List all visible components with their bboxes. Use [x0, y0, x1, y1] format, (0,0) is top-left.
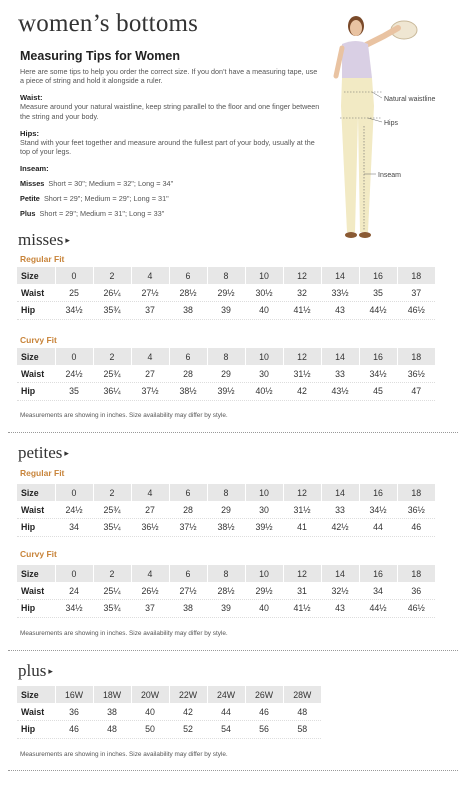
section-title-misses[interactable]: misses ▸: [18, 230, 70, 249]
measurement-cell: 44½: [359, 302, 397, 320]
measurement-cell: 27½: [169, 582, 207, 600]
divider: [8, 432, 458, 433]
measurement-cell: 27: [131, 501, 169, 519]
size-cell: 10: [245, 267, 283, 284]
measurement-cell: 47: [397, 383, 435, 401]
size-cell: 10: [245, 484, 283, 501]
measurement-cell: 46: [397, 519, 435, 537]
size-cell: 4: [131, 565, 169, 582]
row-label: Waist: [17, 501, 55, 519]
measurement-cell: 33: [321, 365, 359, 383]
size-cell: 18: [397, 484, 435, 501]
measurement-cell: 43: [321, 302, 359, 320]
size-cell: 24W: [207, 686, 245, 703]
divider: [8, 650, 458, 651]
size-cell: 0: [55, 267, 93, 284]
measurement-cell: 28: [169, 365, 207, 383]
size-cell: 12: [283, 484, 321, 501]
size-table-petites-regular: [17, 484, 435, 537]
size-cell: 8: [207, 484, 245, 501]
measurement-cell: 32: [283, 284, 321, 302]
waist-label: Waist:: [20, 93, 43, 103]
page-title: women’s bottoms: [18, 10, 199, 37]
size-cell: 2: [93, 484, 131, 501]
measurement-cell: 37: [131, 302, 169, 320]
measurement-cell: 36½: [397, 501, 435, 519]
fit-label-curvy: Curvy Fit: [20, 335, 57, 345]
row-label: Size: [17, 484, 55, 501]
chevron-right-icon: ▸: [48, 666, 53, 676]
row-label: Waist: [17, 284, 55, 302]
size-cell: 6: [169, 484, 207, 501]
measurement-cell: 26¼: [93, 284, 131, 302]
fit-label-regular: Regular Fit: [20, 468, 65, 478]
measurement-cell: 28½: [207, 582, 245, 600]
size-cell: 28W: [283, 686, 321, 703]
size-cell: 14: [321, 348, 359, 365]
size-cell: 8: [207, 348, 245, 365]
table-row: [17, 519, 435, 537]
measurement-cell: 44: [359, 519, 397, 537]
measurement-cell: 31½: [283, 501, 321, 519]
row-label: Hip: [17, 519, 55, 537]
measurement-cell: 34½: [55, 600, 93, 618]
measurement-cell: 33: [321, 501, 359, 519]
size-note: Measurements are showing in inches. Size availability may differ by style.: [20, 630, 228, 637]
tips-intro: Here are some tips to help you order the correct size. If you don’t have a measuring tape, use a piece of string and hold it alongside a ruler.: [20, 67, 318, 86]
measurement-cell: 43: [321, 600, 359, 618]
measurement-cell: 34½: [359, 365, 397, 383]
measurement-cell: 39: [207, 600, 245, 618]
size-cell: 4: [131, 484, 169, 501]
size-cell: 6: [169, 565, 207, 582]
measurement-cell: 38½: [207, 519, 245, 537]
hips-label: Hips:: [20, 128, 39, 138]
size-cell: 10: [245, 348, 283, 365]
measurement-cell: 31½: [283, 365, 321, 383]
measurement-cell: 33½: [321, 284, 359, 302]
measurement-cell: 50: [131, 721, 169, 739]
measurement-cell: 58: [283, 721, 321, 739]
size-cell: 8: [207, 565, 245, 582]
measurement-cell: 37: [131, 600, 169, 618]
measurement-cell: 39½: [245, 519, 283, 537]
row-label: Hip: [17, 600, 55, 618]
measurement-cell: 34: [359, 582, 397, 600]
row-label: Size: [17, 565, 55, 582]
measurement-cell: 35: [55, 383, 93, 401]
measurement-cell: 48: [93, 721, 131, 739]
row-label: Size: [17, 267, 55, 284]
size-cell: 20W: [131, 686, 169, 703]
inseam-misses: Misses Short = 30"; Medium = 32"; Long = 34": [20, 179, 174, 189]
size-cell: 26W: [245, 686, 283, 703]
measurement-cell: 42½: [321, 519, 359, 537]
measurement-cell: 42: [283, 383, 321, 401]
measurement-cell: 29: [207, 501, 245, 519]
size-cell: 18: [397, 348, 435, 365]
measurement-cell: 54: [207, 721, 245, 739]
measurement-cell: 24: [55, 582, 93, 600]
measurement-cell: 46½: [397, 302, 435, 320]
size-cell: 2: [93, 565, 131, 582]
measurement-cell: 25¾: [93, 365, 131, 383]
measurement-cell: 46½: [397, 600, 435, 618]
size-cell: 2: [93, 348, 131, 365]
size-cell: 0: [55, 484, 93, 501]
figure-label-inseam: Inseam: [378, 172, 401, 179]
table-header-row: [17, 686, 321, 703]
measurement-cell: 36½: [397, 365, 435, 383]
size-cell: 22W: [169, 686, 207, 703]
row-label: Waist: [17, 582, 55, 600]
measurement-cell: 40: [245, 600, 283, 618]
section-title-petites[interactable]: petites ▸: [18, 443, 69, 462]
size-cell: 4: [131, 267, 169, 284]
divider: [8, 770, 458, 771]
model-measurement-figure: [318, 6, 458, 244]
measurement-cell: 36: [55, 703, 93, 721]
tips-heading: Measuring Tips for Women: [20, 49, 180, 63]
size-cell: 12: [283, 267, 321, 284]
measurement-cell: 36¼: [93, 383, 131, 401]
size-cell: 18W: [93, 686, 131, 703]
table-row: [17, 703, 321, 721]
row-label: Size: [17, 348, 55, 365]
measurement-cell: 37: [397, 284, 435, 302]
measurement-cell: 40½: [245, 383, 283, 401]
row-label: Size: [17, 686, 55, 703]
hips-text: Stand with your feet together and measure around the fullest part of your body, usually at the top of your legs.: [20, 137, 315, 157]
table-row: [17, 284, 435, 302]
size-table-plus: [17, 686, 321, 739]
size-cell: 12: [283, 348, 321, 365]
measurement-cell: 46: [55, 721, 93, 739]
table-row: [17, 600, 435, 618]
row-label: Waist: [17, 703, 55, 721]
measurement-cell: 30½: [245, 284, 283, 302]
chevron-right-icon: ▸: [65, 235, 70, 245]
measurement-cell: 32½: [321, 582, 359, 600]
measurement-cell: 45: [359, 383, 397, 401]
size-cell: 6: [169, 348, 207, 365]
table-row: [17, 721, 321, 739]
measurement-cell: 35¾: [93, 600, 131, 618]
section-title-plus[interactable]: plus ▸: [18, 661, 53, 680]
measurement-cell: 24½: [55, 365, 93, 383]
size-cell: 0: [55, 348, 93, 365]
size-cell: 16: [359, 484, 397, 501]
size-cell: 16W: [55, 686, 93, 703]
measurement-cell: 30: [245, 365, 283, 383]
measurement-cell: 38: [93, 703, 131, 721]
chevron-right-icon: ▸: [64, 448, 69, 458]
row-label: Hip: [17, 383, 55, 401]
fit-label-curvy: Curvy Fit: [20, 549, 57, 559]
table-row: [17, 501, 435, 519]
measurement-cell: 37½: [169, 519, 207, 537]
measurement-cell: 27: [131, 365, 169, 383]
size-note: Measurements are showing in inches. Size availability may differ by style.: [20, 751, 228, 758]
measurement-cell: 38: [169, 302, 207, 320]
measurement-cell: 40: [131, 703, 169, 721]
inseam-label: Inseam:: [20, 164, 49, 174]
measurement-cell: 44½: [359, 600, 397, 618]
measurement-cell: 48: [283, 703, 321, 721]
measurement-cell: 38: [169, 600, 207, 618]
size-cell: 14: [321, 484, 359, 501]
size-cell: 2: [93, 267, 131, 284]
measurement-cell: 41: [283, 519, 321, 537]
measurement-cell: 25¾: [93, 501, 131, 519]
measurement-cell: 29½: [207, 284, 245, 302]
row-label: Hip: [17, 721, 55, 739]
size-table-petites-curvy: [17, 565, 435, 618]
measurement-cell: 28½: [169, 284, 207, 302]
figure-label-hips: Hips: [384, 120, 399, 127]
size-cell: 12: [283, 565, 321, 582]
measurement-cell: 29: [207, 365, 245, 383]
measurement-cell: 35¾: [93, 302, 131, 320]
measurement-cell: 34½: [359, 501, 397, 519]
size-cell: 16: [359, 565, 397, 582]
table-row: [17, 582, 435, 600]
measurement-cell: 36½: [131, 519, 169, 537]
measurement-cell: 35: [359, 284, 397, 302]
measurement-cell: 43½: [321, 383, 359, 401]
measurement-cell: 38½: [169, 383, 207, 401]
measurement-cell: 28: [169, 501, 207, 519]
measurement-cell: 24½: [55, 501, 93, 519]
size-cell: 16: [359, 348, 397, 365]
measurement-cell: 30: [245, 501, 283, 519]
size-cell: 10: [245, 565, 283, 582]
inseam-petite: Petite Short = 29"; Medium = 29"; Long = 31": [20, 194, 169, 204]
measurement-cell: 34½: [55, 302, 93, 320]
size-cell: 14: [321, 267, 359, 284]
measurement-cell: 39½: [207, 383, 245, 401]
measurement-cell: 25¼: [93, 582, 131, 600]
waist-text: Measure around your natural waistline, keep string parallel to the floor and one finger between the string and your body.: [20, 102, 320, 121]
measurement-cell: 37½: [131, 383, 169, 401]
size-cell: 18: [397, 565, 435, 582]
size-cell: 6: [169, 267, 207, 284]
row-label: Hip: [17, 302, 55, 320]
inseam-plus: Plus Short = 29"; Medium = 31"; Long = 33": [20, 209, 165, 219]
measurement-cell: 40: [245, 302, 283, 320]
size-cell: 14: [321, 565, 359, 582]
measurement-cell: 25: [55, 284, 93, 302]
measuring-tips: [20, 49, 320, 218]
size-table-misses-curvy: [17, 348, 435, 401]
measurement-cell: 42: [169, 703, 207, 721]
size-cell: 18: [397, 267, 435, 284]
size-table-misses-regular: [17, 267, 435, 320]
size-cell: 0: [55, 565, 93, 582]
measurement-cell: 29½: [245, 582, 283, 600]
table-row: [17, 383, 435, 401]
figure-label-waist: Natural waistline: [384, 96, 436, 103]
measurement-cell: 44: [207, 703, 245, 721]
table-row: [17, 365, 435, 383]
measurement-cell: 46: [245, 703, 283, 721]
table-header-row: [17, 267, 435, 284]
measurement-cell: 35¼: [93, 519, 131, 537]
measurement-cell: 41½: [283, 600, 321, 618]
measurement-cell: 27½: [131, 284, 169, 302]
size-cell: 16: [359, 267, 397, 284]
table-header-row: [17, 348, 435, 365]
table-header-row: [17, 484, 435, 501]
size-cell: 4: [131, 348, 169, 365]
measurement-cell: 36: [397, 582, 435, 600]
table-row: [17, 302, 435, 320]
row-label: Waist: [17, 365, 55, 383]
fit-label-regular: Regular Fit: [20, 254, 65, 264]
measurement-cell: 52: [169, 721, 207, 739]
measurement-cell: 41½: [283, 302, 321, 320]
measurement-cell: 56: [245, 721, 283, 739]
measurement-cell: 31: [283, 582, 321, 600]
size-note: Measurements are showing in inches. Size availability may differ by style.: [20, 412, 228, 419]
measurement-cell: 39: [207, 302, 245, 320]
measurement-cell: 34: [55, 519, 93, 537]
table-header-row: [17, 565, 435, 582]
measurement-cell: 26½: [131, 582, 169, 600]
size-cell: 8: [207, 267, 245, 284]
